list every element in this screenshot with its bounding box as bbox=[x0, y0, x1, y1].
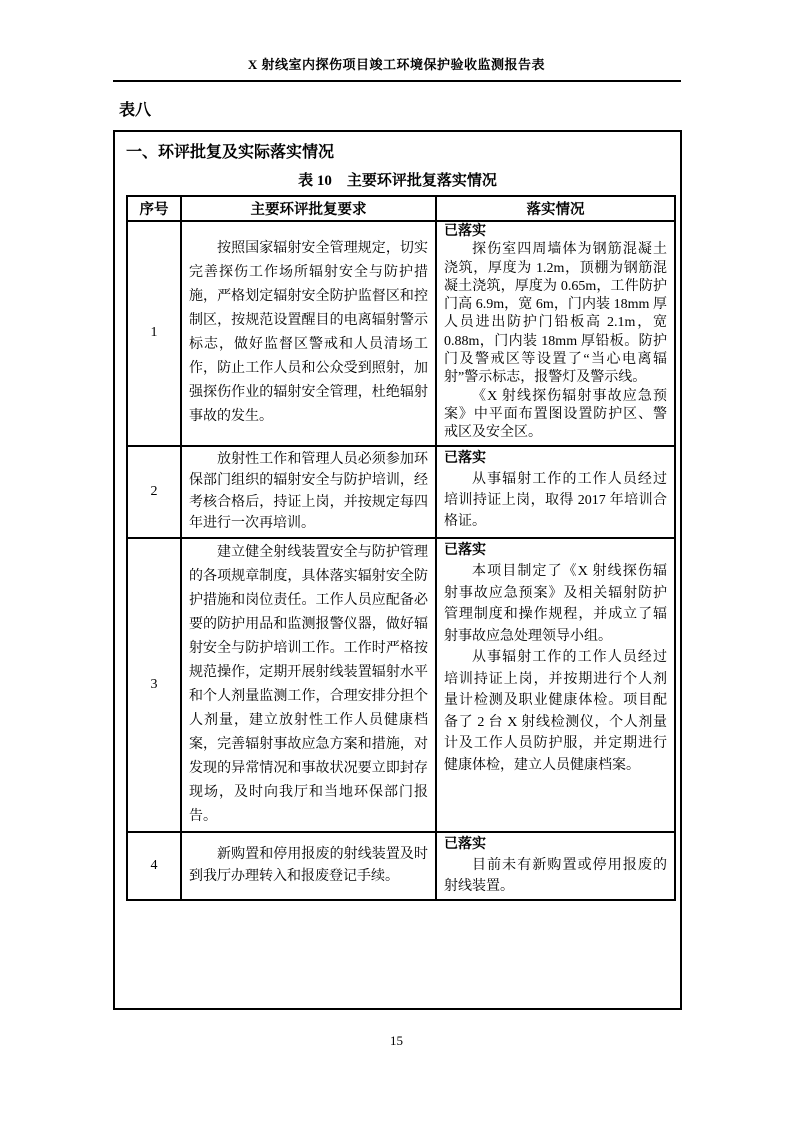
implementation-status: 已落实 bbox=[444, 836, 486, 852]
row-serial-number: 1 bbox=[127, 221, 181, 446]
implementation-paragraph: 《X 射线探伤辐射事故应急预案》中平面布置图设置防护区、警戒区及安全区。 bbox=[444, 388, 667, 441]
column-header-implementation: 落实情况 bbox=[436, 196, 675, 221]
section-box bbox=[113, 130, 682, 1010]
review-table-body bbox=[127, 221, 675, 900]
page-header-title: X 射线室内探伤项目竣工环境保护验收监测报告表 bbox=[247, 57, 546, 72]
requirement-text: 放射性工作和管理人员必须参加环保部门组织的辐射安全与防护培训，经考核合格后，持证上岗，并按规定每四年进行一次再培训。 bbox=[189, 451, 428, 532]
implementation-paragraph: 从事辐射工作的工作人员经过培训持证上岗，取得 2017 年培训合格证。 bbox=[444, 471, 667, 529]
implementation-paragraph: 目前未有新购置或停用报废的射线装置。 bbox=[444, 857, 667, 894]
table-row bbox=[127, 221, 675, 446]
requirement-text: 新购置和停用报废的射线装置及时到我厅办理转入和报废登记手续。 bbox=[189, 847, 428, 884]
review-table bbox=[126, 195, 676, 901]
column-header-requirement: 主要环评批复要求 bbox=[181, 196, 436, 221]
table-row bbox=[127, 446, 675, 538]
table-row bbox=[127, 832, 675, 900]
implementation-paragraph: 探伤室四周墙体为钢筋混凝土浇筑，厚度为 1.2m，顶棚为钢筋混凝土浇筑，厚度为 0.65m，工件防护门高 6.9m，宽 6m，门内装 18mm 厚人员进出防护门铅板高 2.1m，宽 0.88m，门内装 18mm 厚铅板。防护门及警戒区等设置了“当心电离辐射”警示标志，报警灯及警示线。 bbox=[444, 242, 667, 386]
row-serial-number: 2 bbox=[127, 446, 181, 538]
table-row bbox=[127, 538, 675, 832]
requirement-cell bbox=[181, 832, 436, 900]
row-serial-number: 4 bbox=[127, 832, 181, 900]
doc-table-label: 表八 bbox=[119, 102, 152, 119]
table-header-row bbox=[127, 196, 675, 221]
requirement-cell bbox=[181, 221, 436, 446]
implementation-cell bbox=[436, 446, 675, 538]
column-header-serial: 序号 bbox=[127, 196, 181, 221]
row-serial-number: 3 bbox=[127, 538, 181, 832]
requirement-text: 建立健全射线装置安全与防护管理的各项规章制度，具体落实辐射安全防护措施和岗位责任。工作人员应配备必要的防护用品和监测报警仪器，做好辐射安全与防护培训工作。工作时严格按规范操作，定期开展射线装置辐射水平和个人剂量监测工作，合理安排分担个人剂量，建立放射性工作人员健康档案，完善辐射事故应急方案和措施，对发现的异常情况和事故状况要立即封存现场，及时向我厅和当地环保部门报告。 bbox=[189, 544, 428, 824]
implementation-status: 已落实 bbox=[444, 224, 486, 239]
section-heading: 一、环评批复及实际落实情况 bbox=[126, 144, 335, 161]
inner-table-title: 表 10 主要环评批复落实情况 bbox=[298, 173, 497, 189]
implementation-paragraph: 本项目制定了《X 射线探伤辐射事故应急预案》及相关辐射防护管理制度和操作规程，并成立了辐射事故应急处理领导小组。 bbox=[444, 564, 667, 644]
implementation-cell bbox=[436, 832, 675, 900]
header-divider bbox=[113, 80, 681, 82]
requirement-cell bbox=[181, 446, 436, 538]
page-number: 15 bbox=[390, 1033, 403, 1048]
implementation-cell bbox=[436, 538, 675, 832]
implementation-status: 已落实 bbox=[444, 450, 486, 466]
requirement-text: 按照国家辐射安全管理规定，切实完善探伤工作场所辐射安全与防护措施，严格划定辐射安全防护监督区和控制区，按规范设置醒目的电离辐射警示标志，做好监督区警戒和人员清场工作，防止工作人员和公众受到照射，加强探伤作业的辐射安全管理，杜绝辐射事故的发生。 bbox=[189, 241, 428, 425]
implementation-paragraph: 从事辐射工作的工作人员经过培训持证上岗，并按期进行个人剂量计检测及职业健康体检。项目配备了 2 台 X 射线检测仪，个人剂量计及工作人员防护服，并定期进行健康体检，建立人员健康档案。 bbox=[444, 650, 667, 773]
implementation-status: 已落实 bbox=[444, 542, 486, 558]
requirement-cell bbox=[181, 538, 436, 832]
implementation-cell bbox=[436, 221, 675, 446]
